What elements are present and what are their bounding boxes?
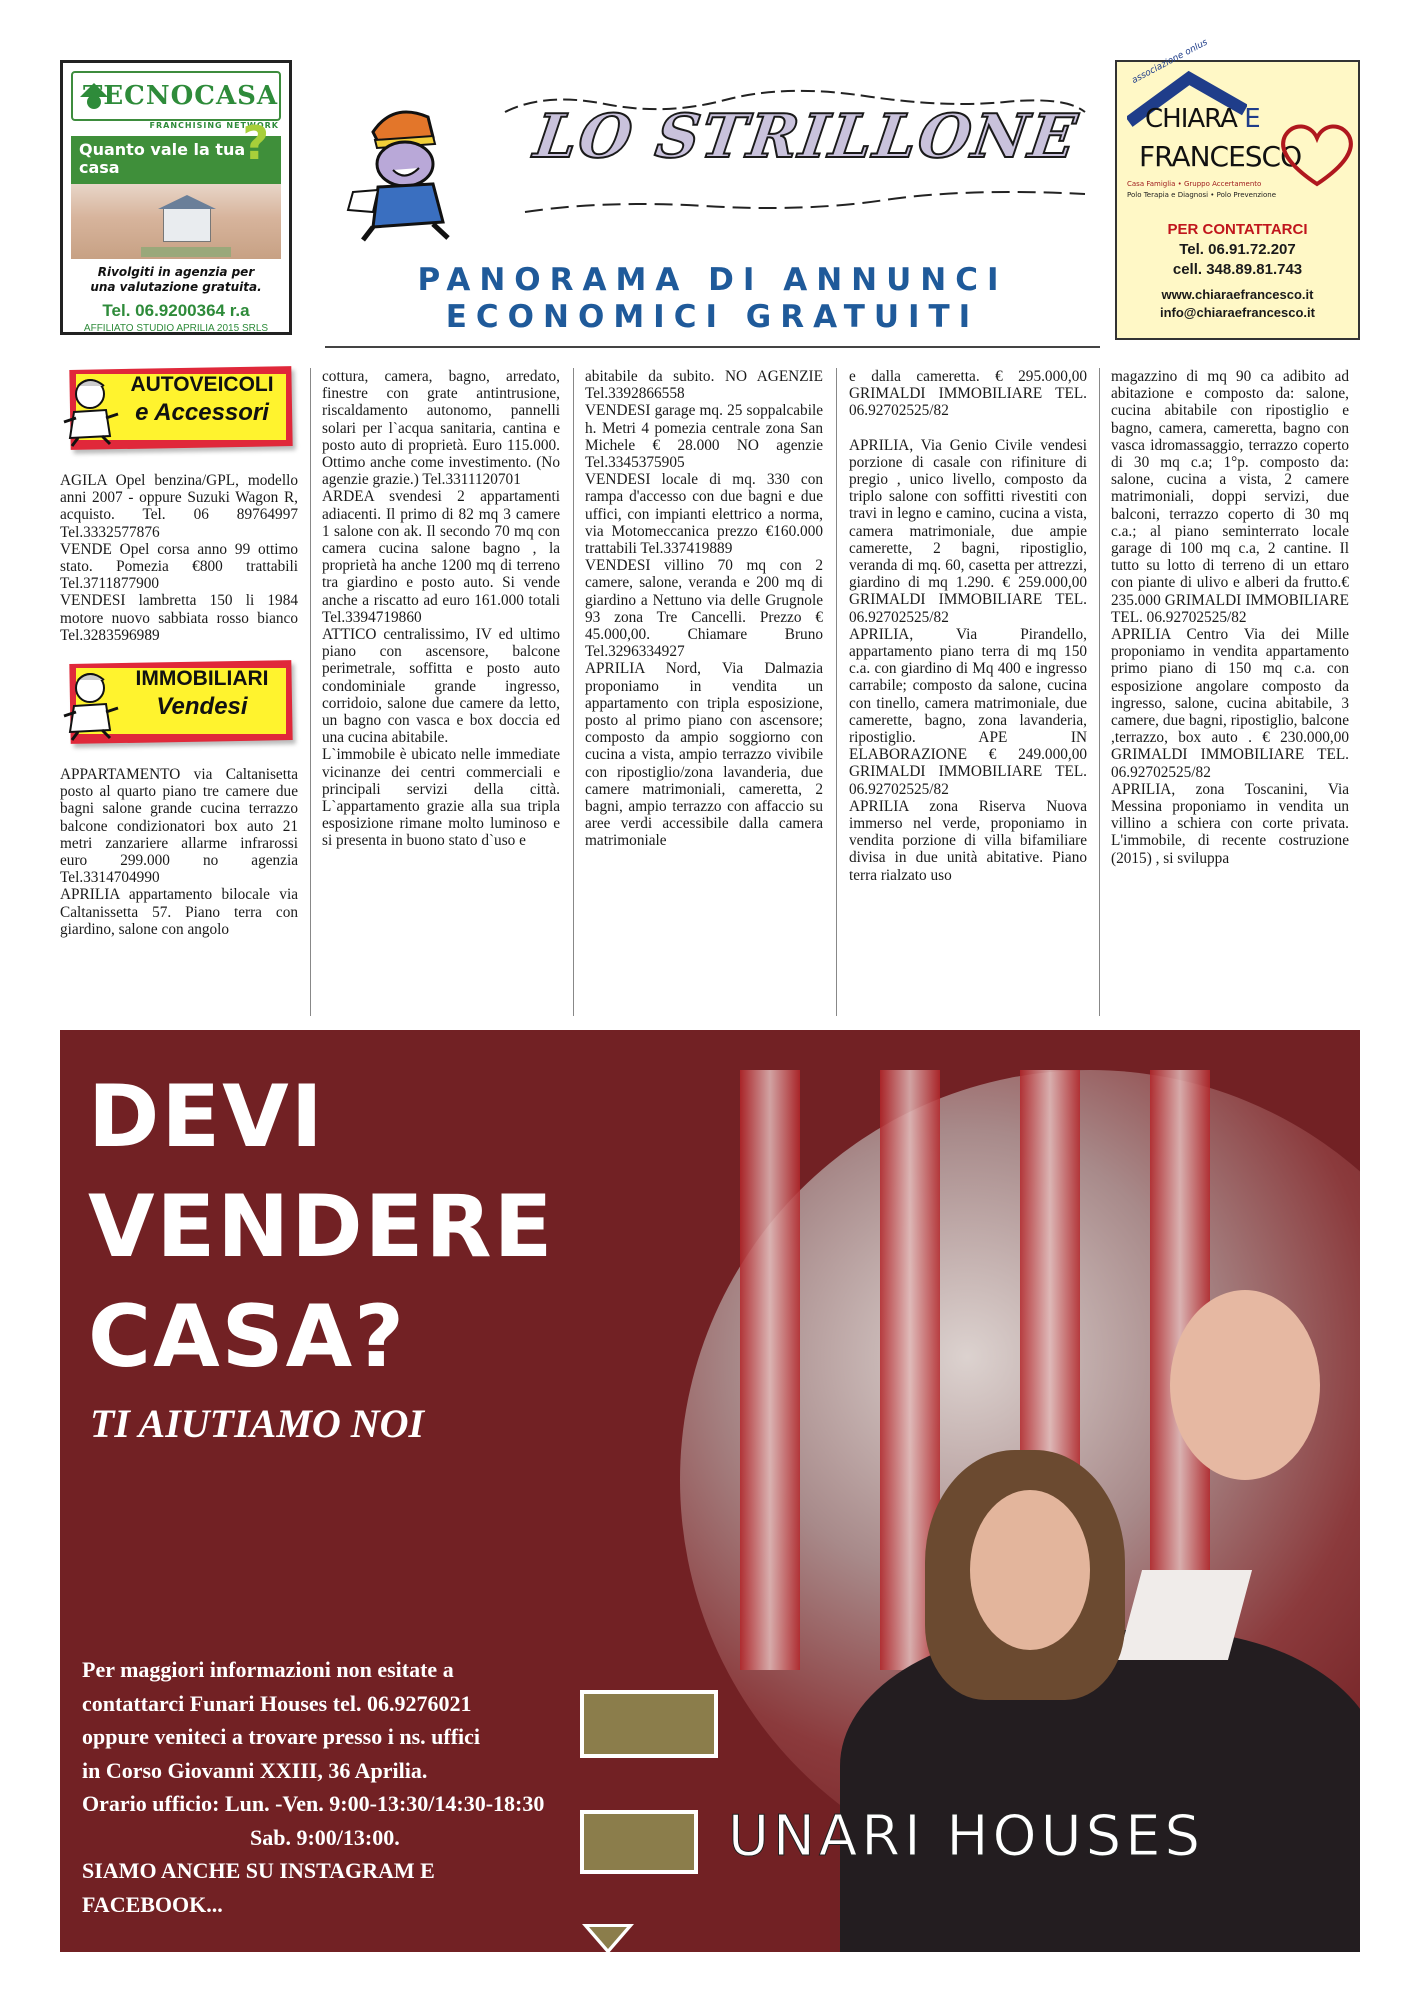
listing: VENDE Opel corsa anno 99 ottimo stato. Pomezia €800 trattabili Tel.3711877900 (60, 540, 298, 593)
listing: magazzino di mq 90 ca adibito ad abitazione e composto da: salone, cucina abitabile con ripostiglio e bagno, camera, cameretta, bagno con vasca idromassaggio, terrazzo coperto di 30 mq c.a; 1°p. composto da: salone, cucina a vista, 2 camere matrimoniali, doppi servizi, due balconi, terrazzo coperto di 30 mq c.a.; al piano seminterrato locale garage di 100 mq c.a, 2 cantine. Il tutto su lotto di terreno di un ettaro con piante di ulivo e alberi da frutto.€ 235.000 GRIMALDI IMMOBILIARE TEL. 06.92702525/82 (1111, 368, 1349, 626)
column-1 (60, 368, 298, 938)
info-line-social: FACEBOOK... (82, 1891, 223, 1917)
headline-line: VENDERE (88, 1177, 555, 1277)
section-banner-immobiliari (60, 662, 300, 750)
heart-icon (1277, 120, 1357, 190)
listing: cottura, camera, bagno, arredato, finestre con grate antintrusione, riscaldamento autonomo, pannelli solari per l`acqua sanitaria, cantina e posto auto di proprietà. Euro 115.000. Ottimo anche come investimento. (No agenzie grazie.) Tel.3311120701 (322, 368, 560, 489)
logo-triangle-icon (582, 1924, 634, 1952)
section-title: IMMOBILIARI (135, 667, 269, 691)
contact-heading: PER CONTATTARCI (1167, 221, 1308, 238)
funari-houses-ad (60, 1030, 1360, 1952)
info-line-phone: contattarci Funari Houses tel. 06.9276021 (82, 1690, 472, 1716)
tecnocasa-brand: TECNOCASA (83, 81, 279, 111)
contact-tel: Tel. 06.91.72.207 (1179, 241, 1296, 258)
classifieds-columns (60, 368, 1360, 1018)
logo-box-icon (580, 1810, 698, 1874)
listing: APRILIA Centro Via dei Mille proponiamo in vendita appartamento primo piano di 150 mq c.a. con esposizione angolare composto da ingresso, salone, cucina abitabile, 3 camere, due bagni, ripostiglio, balcone ,terrazzo, box auto . € 230.000,00 GRIMALDI IMMOBILIARE TEL. 06.92702525/82 (1111, 626, 1349, 781)
section-title: AUTOVEICOLI (130, 373, 274, 396)
tecnocasa-photo (71, 184, 281, 259)
listing: VENDESI locale di mq. 330 con rampa d'accesso con due bagni e due uffici, con impianti elettrico a norma, via Motomeccanica prezzo €160.000 trattabili Tel.337419889 (585, 471, 823, 558)
column-divider (573, 368, 574, 1016)
headline-line: DEVI (88, 1067, 325, 1167)
website-link[interactable]: www.chiaraefrancesco.it (1161, 287, 1314, 302)
masthead-title: LO STRILLONE (530, 102, 1083, 172)
listing: AGILA Opel benzina/GPL, modello anni 2007 - oppure Suzuki Wagon R, acquisto. Tel. 06 89764997 Tel.3332577876 (60, 472, 298, 541)
contact-website[interactable] (1117, 286, 1358, 322)
headline-line: CASA? (88, 1287, 407, 1387)
masthead (325, 82, 1100, 262)
tecnocasa-question: Quanto vale la tua casa (79, 140, 246, 177)
man-agent-head (1170, 1290, 1320, 1480)
info-line-address: in Corso Giovanni XXIII, 36 Aprilia. (82, 1757, 428, 1783)
slogan-line: Rivolgiti in agenzia per (97, 265, 255, 279)
tecnocasa-affiliate: AFFILIATO STUDIO APRILIA 2015 SRLS (83, 323, 269, 334)
ad-headline (88, 1062, 554, 1392)
model-house-icon (163, 208, 211, 242)
listing: abitabile da subito. NO AGENZIE Tel.3392866558 (585, 368, 823, 403)
masthead-tagline (325, 262, 1100, 336)
info-line: oppure veniteci a trovare presso i ns. uffici (82, 1724, 481, 1749)
services-line: Polo Terapia e Diagnosi • Polo Prevenzione (1127, 191, 1277, 199)
section-subtitle: e Accessori (135, 399, 269, 426)
info-line: Per maggiori informazioni non esitate a (82, 1657, 454, 1682)
column-4 (849, 368, 1087, 884)
listing: APRILIA, Via Genio Civile vendesi porzione di casale con rifiniture di pregio , unico livello, composto da triplo salone con soffitti rivestiti con travi in legno e camino, cucina a vista, camera matrimoniale, due ampie camerette, 2 bagni, ripostiglio, veranda di mq. 60, casetta per attrezzi, giardino di mq 1.290. € 259.000,00 GRIMALDI IMMOBILIARE TEL. 06.92702525/82 (849, 436, 1087, 626)
chiara-contact (1117, 220, 1358, 322)
info-line-social: SIAMO ANCHE SU INSTAGRAM E (82, 1858, 435, 1883)
tagline-line: ECONOMICI GRATUITI (445, 299, 980, 335)
name-e: E (1244, 104, 1260, 134)
column-2 (322, 368, 560, 850)
services-line: Casa Famiglia • Gruppo Accertamento (1127, 180, 1262, 188)
francesco-name: FRANCESCO (1139, 140, 1302, 173)
listing: APRILIA, zona Toscanini, Via Messina proponiamo in vendita un villino a schiera con corte privata. L'immobile, di recente costruzione (2015) , si sviluppa (1111, 780, 1349, 867)
association-label: associazione onlus (1130, 37, 1210, 86)
woman-agent-face (970, 1490, 1090, 1650)
listing: VENDESI villino 70 mq con 2 camere, salone, veranda e 200 mq di giardino a Nettuno via delle Grugnole 93 zona Tre Cancelli. Prezzo € 45.000,00. Chiamare Bruno Tel.3296334927 (585, 557, 823, 661)
listing: ARDEA svendesi 2 appartamenti adiacenti. Il primo di 82 mq 3 camere 1 salone con ak. Il secondo 70 mq con camera cucina salone bagno , la proprietà ha anche 1200 mq di terreno tra giardino e posto auto. Si vende anche a riscatto ad euro 161.000 totali Tel.3394719860 (322, 488, 560, 626)
chiara-francesco-ad (1115, 37, 1360, 340)
listing: L`immobile è ubicato nelle immediate vicinanze dei centri commerciali e principali servizi della città. L`appartamento grazie alla sua tripla esposizione rimane molto luminoso e si presenta in buono stato d`uso e (322, 746, 560, 850)
newsboy-mascot-icon (333, 92, 483, 242)
money-stack-icon (141, 247, 231, 257)
column-5 (1111, 368, 1349, 867)
logo-box-icon (580, 1690, 718, 1758)
tecnocasa-logo (71, 71, 281, 121)
section-subtitle: Vendesi (156, 693, 248, 721)
slogan-line: una valutazione gratuita. (90, 280, 262, 294)
column-divider (836, 368, 837, 1016)
column-divider (1099, 368, 1100, 1016)
tagline-line: PANORAMA DI ANNUNCI (417, 262, 1008, 298)
listing: e dalla cameretta. € 295.000,00 GRIMALDI IMMOBILIARE TEL. 06.92702525/82 (849, 368, 1087, 420)
ad-contact-info (82, 1653, 544, 1921)
email-link[interactable]: info@chiaraefrancesco.it (1159, 305, 1315, 320)
column-divider (310, 368, 311, 1016)
tecnocasa-network: FRANCHISING NETWORK (149, 121, 279, 130)
listing: ATTICO centralissimo, IV ed ultimo piano con ascensore, balcone perimetrale, soffitta e posto auto condominiale grande ingresso, corridoio, salone due camere da letto, un bagno con vasca e box doccia ed una cucina abitabile. (322, 626, 560, 747)
tecnocasa-ad (60, 60, 292, 335)
spacer (849, 420, 1087, 437)
tecnocasa-phone: Tel. 06.9200364 r.a (102, 301, 250, 320)
info-line-hours-saturday: Sab. 9:00/13:00. (250, 1824, 400, 1850)
listing: VENDESI lambretta 150 li 1984 motore nuovo sabbiata rosso bianco Tel.3283596989 (60, 592, 298, 644)
name-chiara: CHIARA (1145, 104, 1237, 134)
funari-brand-name: UNARI HOUSES (728, 1804, 1205, 1869)
info-line-hours: Orario ufficio: Lun. -Ven. 9:00-13:30/14:30-18:30 (82, 1791, 545, 1816)
listing: APRILIA appartamento bilocale via Caltanissetta 57. Piano terra con giardino, salone con angolo (60, 886, 298, 938)
question-mark-icon: ? (242, 116, 269, 170)
listing: VENDESI garage mq. 25 soppalcabile h. Metri 4 pomezia centrale zona San Michele € 28.000 NO agenzie Tel.3345375905 (585, 402, 823, 472)
listing: APRILIA zona Riserva Nuova immerso nel verde, proponiamo in vendita porzione di villa bifamiliare divisa in due unità abitative. Piano terra rialzato uso (849, 797, 1087, 884)
newsboy-mascot-icon (60, 372, 120, 448)
listing: APPARTAMENTO via Caltanisetta posto al quarto piano tre camere due bagni salone grande cucina terrazzo balcone condizionatori box auto 21 metri zanzariere allarme infrarossi euro 299.000 no agenzia Tel.3314704990 (60, 766, 298, 887)
listing: APRILIA Nord, Via Dalmazia proponiamo in vendita un appartamento con tripla esposizione, posto al primo piano con ascensore; composto da ampio soggiorno con cucina a vista, ampio terrazzo vivibile con ripostiglio/zona lavanderia, due camere matrimoniali, cameretta, 2 bagni, ampio terrazzo con affaccio su aree verdi accessibile dalla camera matrimoniale (585, 660, 823, 850)
newsboy-mascot-icon (60, 666, 120, 742)
tecnocasa-slogan (63, 265, 289, 295)
ad-subheadline: TI AIUTIAMO NOI (90, 1401, 425, 1446)
listing: APRILIA, Via Pirandello, appartamento piano terra di mq 150 c.a. con giardino di Mq 400 e ingresso carrabile; composto da salone, cucina con tinello, camera matrimoniale, due camerette, bagno, zona lavanderia, ripostiglio. APE IN ELABORAZIONE € 249.000,00 GRIMALDI IMMOBILIARE TEL. 06.92702525/82 (849, 625, 1087, 798)
curtain-stripe (740, 1070, 800, 1670)
contact-cell: cell. 348.89.81.743 (1172, 261, 1303, 278)
chiara-name (1145, 104, 1260, 134)
header-divider (325, 346, 1100, 348)
column-3 (585, 368, 823, 850)
section-banner-autoveicoli (60, 368, 300, 456)
